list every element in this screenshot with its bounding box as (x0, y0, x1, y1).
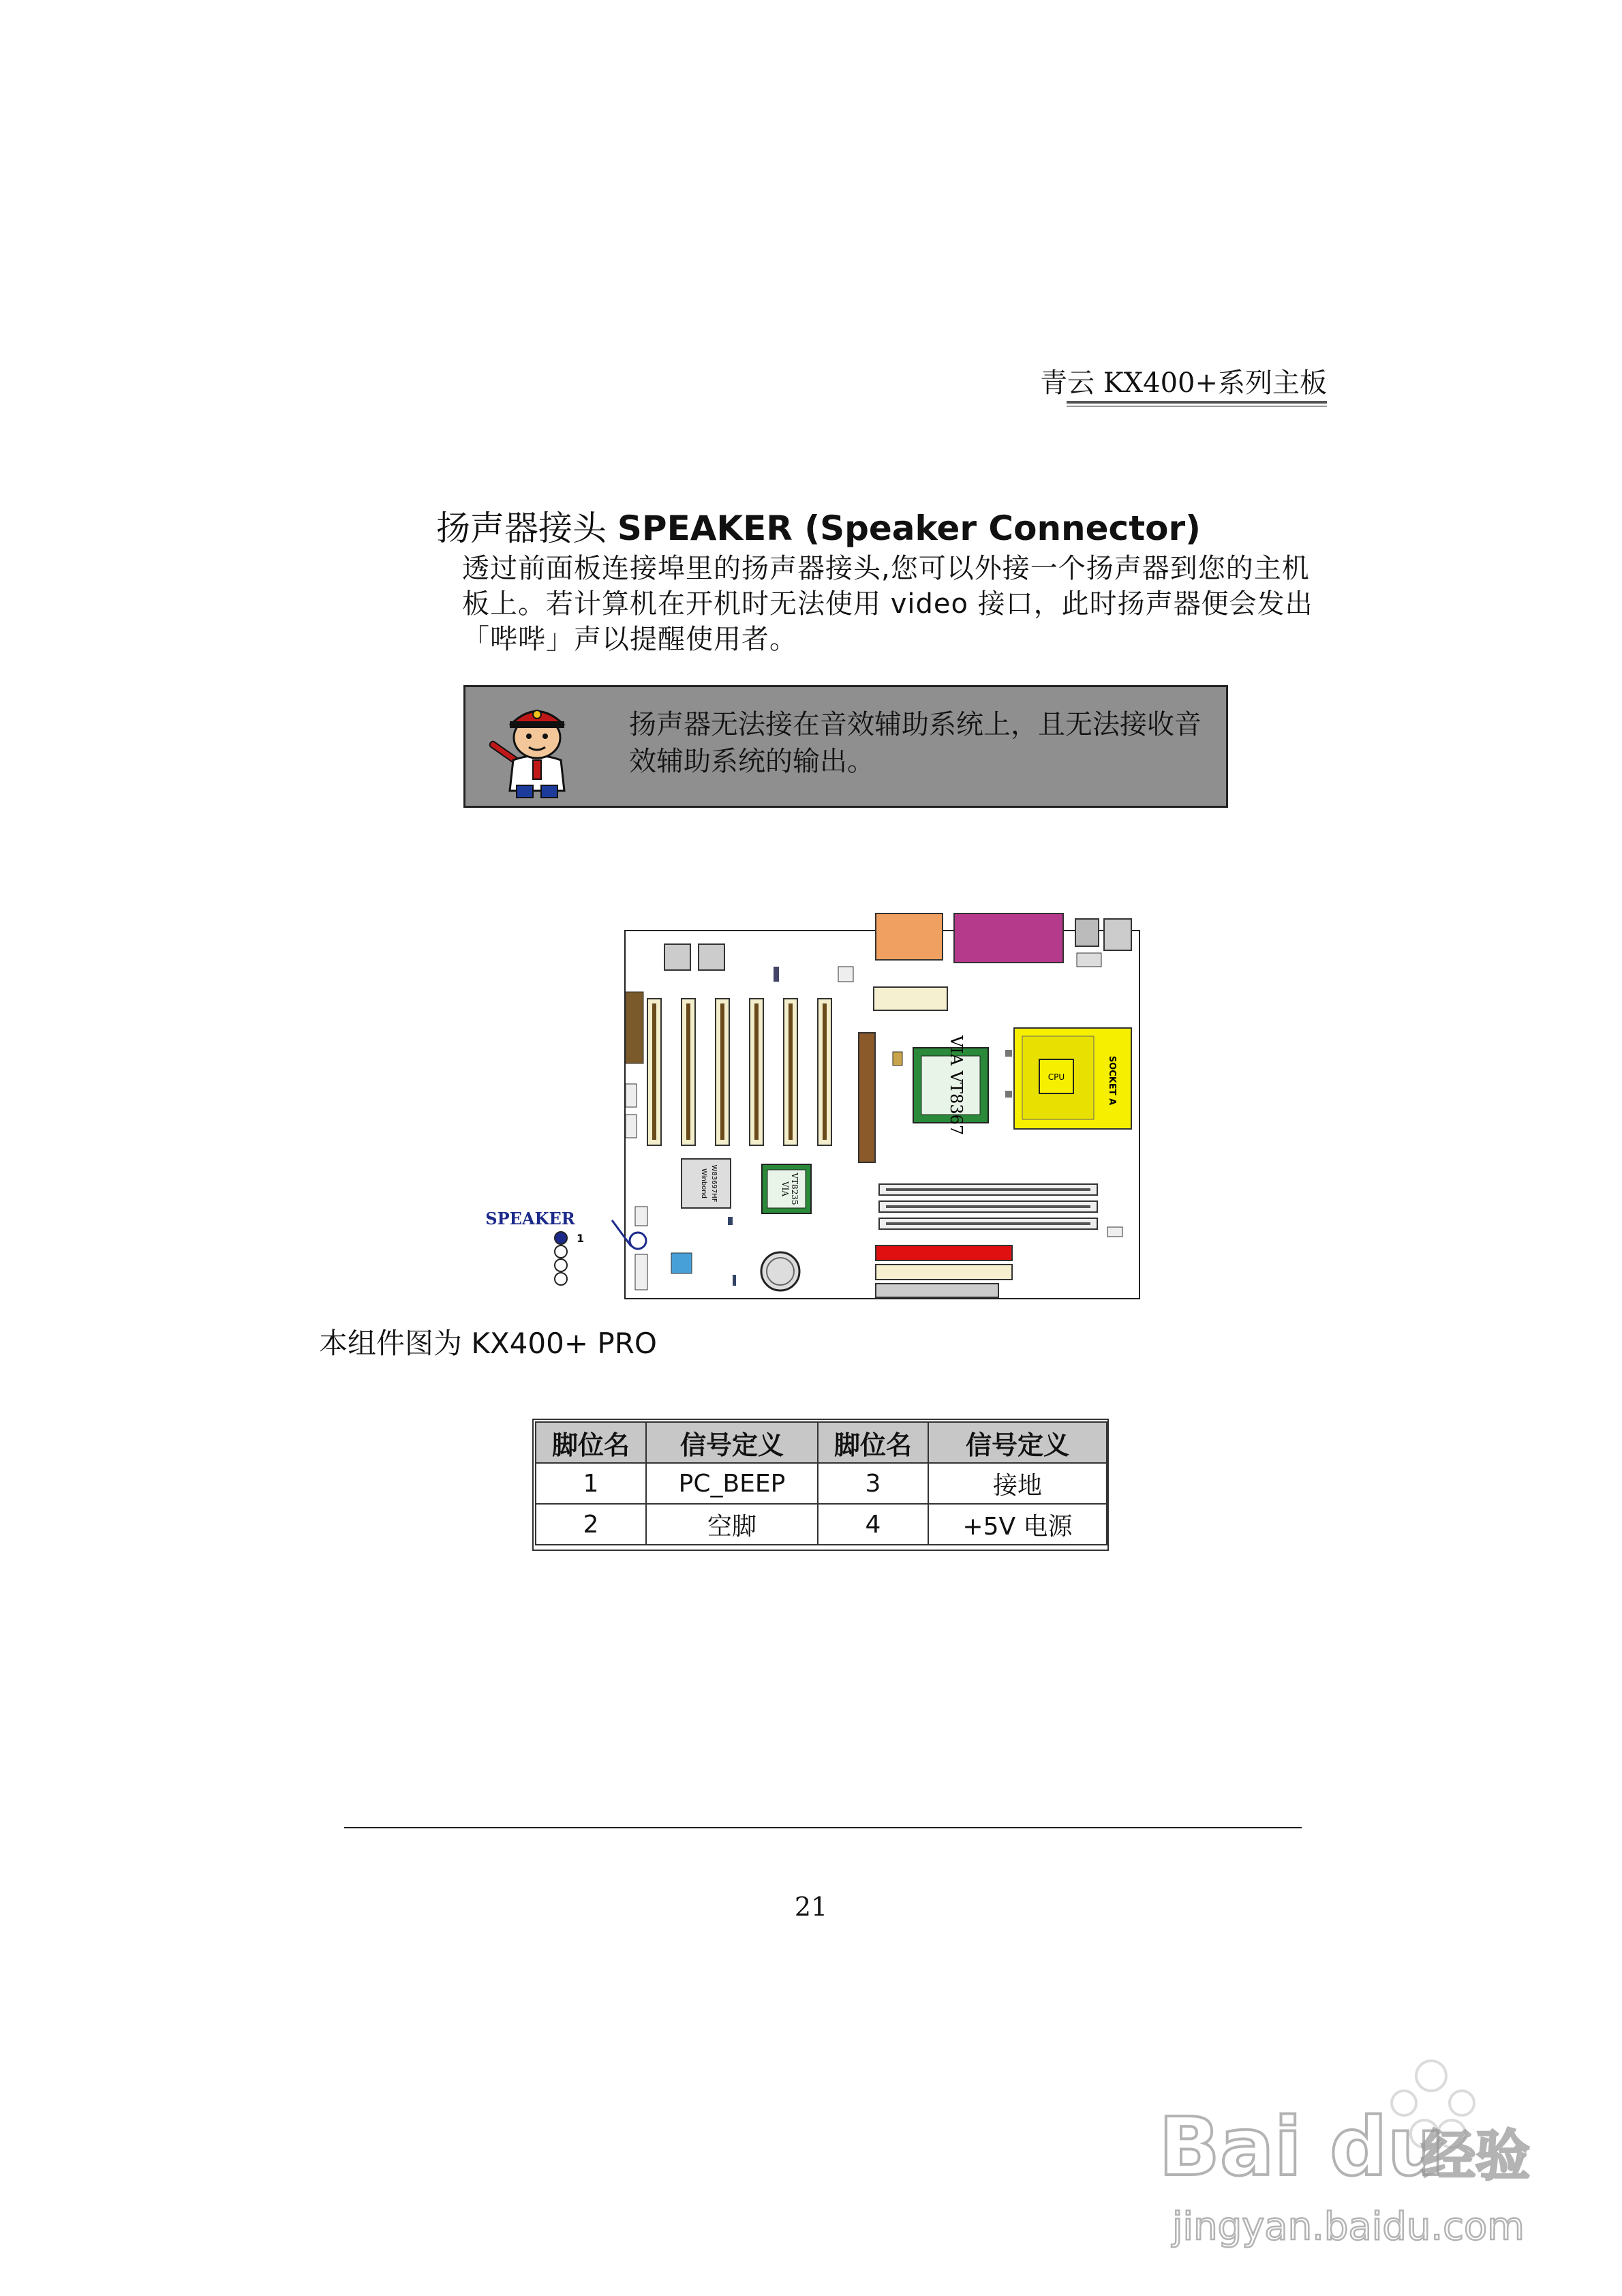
jumper-low (733, 1275, 736, 1286)
agp-jumper (893, 1052, 902, 1066)
section-title-cn: 扬声器接头 (436, 509, 617, 548)
table-cell: +5V 电源 (928, 1504, 1107, 1545)
footer-rule (344, 1827, 1302, 1828)
table-header-cell: 脚位名 (536, 1422, 646, 1463)
atx-power-connector (874, 987, 947, 1010)
super-io-brand: Winbond (700, 1168, 707, 1198)
ide2-connector (876, 1265, 1012, 1280)
com-port (876, 913, 943, 960)
svg-text:Bai du: Bai du (1159, 2100, 1445, 2194)
jumper-top (774, 967, 779, 982)
audio-port (1104, 919, 1131, 950)
fan-header-right (1107, 1227, 1122, 1237)
io-header (1077, 953, 1101, 967)
left-header-1 (626, 1084, 637, 1107)
table-header-cell: 信号定义 (928, 1422, 1107, 1463)
notice-text: 扬声器无法接在音效辅助系统上，且无法接收音效辅助系统的输出。 (629, 709, 1202, 777)
table-header-row (536, 1422, 1107, 1463)
notice-box (463, 685, 1228, 808)
south-bridge-brand: VIA (780, 1181, 790, 1197)
table-header-cell: 脚位名 (818, 1422, 928, 1463)
page-number: 21 (794, 1892, 828, 1922)
dip-switch (671, 1253, 692, 1273)
agp-slot (859, 1033, 875, 1162)
table-cell: 2 (536, 1504, 646, 1545)
speaker-header-on-board (635, 1254, 647, 1290)
table-header-cell: 信号定义 (646, 1422, 818, 1463)
table-cell: 接地 (928, 1463, 1107, 1504)
section-title (436, 501, 1201, 550)
header-rule (1067, 401, 1327, 404)
baidu-watermark-logo (1152, 2052, 1533, 2256)
running-header: 青云 KX400+系列主板 (1040, 367, 1327, 399)
table-row (536, 1504, 1107, 1545)
floppy-connector (876, 1284, 998, 1297)
table-row (536, 1463, 1107, 1504)
left-header-2 (626, 1115, 637, 1138)
parallel-port (954, 913, 1063, 963)
figure-caption: 本组件图为 KX400+ PRO (319, 1327, 657, 1360)
speaker-pin-diagram (555, 1232, 567, 1285)
regulator-2 (699, 944, 724, 970)
jumper-mid (728, 1217, 733, 1225)
cap-1 (1005, 1050, 1012, 1057)
fan-header-top (838, 967, 853, 982)
socket-label: SOCKET A (1107, 1055, 1117, 1106)
intro-paragraph: 透过前面板连接埠里的扬声器接头,您可以外接一个扬声器到您的主机板上。若计算机在开机时无法使用 video 接口，此时扬声器便会发出「哔哔」声以提醒使用者。 (462, 553, 1313, 655)
svg-text:jingyan.baidu.com: jingyan.baidu.com (1172, 2205, 1525, 2249)
pin-one-label: 1 (577, 1232, 585, 1245)
table-cell: 4 (818, 1504, 928, 1545)
cap-2 (1005, 1091, 1012, 1098)
motherboard-layout-figure (477, 907, 1145, 1302)
guard-mascot-icon (483, 695, 592, 801)
north-bridge-label: VIA VT8367 (947, 1035, 966, 1136)
agp-riser (626, 992, 643, 1063)
ide1-connector (876, 1245, 1012, 1260)
south-bridge-model: VT8235 (790, 1173, 799, 1205)
cpu-label: CPU (1047, 1072, 1065, 1082)
front-header-1 (635, 1207, 647, 1226)
table-cell: 1 (536, 1463, 646, 1504)
speaker-label: SPEAKER (485, 1209, 575, 1228)
usb-port (1075, 919, 1099, 946)
table-cell: PC_BEEP (646, 1463, 818, 1504)
svg-text:经验: 经验 (1421, 2124, 1530, 2188)
section-title-en: SPEAKER (Speaker Connector) (617, 509, 1201, 548)
regulator-1 (664, 944, 690, 970)
super-io-model: W83697HF (710, 1164, 718, 1203)
table-cell: 3 (818, 1463, 928, 1504)
pin-definition-table (535, 1421, 1107, 1545)
table-cell: 空脚 (646, 1504, 818, 1545)
header-rule-shadow (1067, 406, 1327, 407)
